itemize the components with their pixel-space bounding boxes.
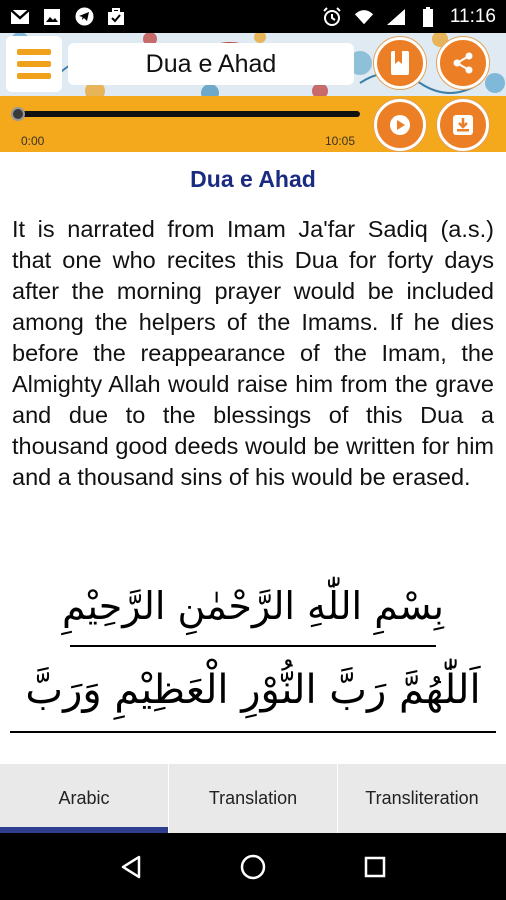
page-title: Dua e Ahad (145, 49, 277, 78)
status-left-icons (10, 8, 126, 26)
download-button[interactable] (437, 99, 489, 151)
seek-bar[interactable] (17, 111, 360, 117)
title-box (68, 43, 354, 85)
status-time: 11:16 (449, 5, 496, 27)
bookmark-button[interactable] (374, 37, 426, 89)
signal-icon (386, 8, 406, 26)
arabic-underline (70, 645, 436, 647)
system-nav-bar (0, 833, 506, 900)
telegram-icon (74, 8, 94, 26)
download-icon (451, 113, 475, 137)
back-button[interactable] (111, 847, 151, 887)
narration-text: It is narrated from Imam Ja'far Sadiq (a.s.) that one who recites this Dua for forty days after the morning prayer would be included among the helpers of the Imams. If he dies before the reappearance of the Imam, the Almighty Allah would raise him from the grave and due to the blessings of this Dua a thousand good deeds would be written for him and a thousand sins of his would be erased. (12, 216, 494, 490)
home-button[interactable] (233, 847, 273, 887)
arabic-line: اَللّٰهُمَّ رَبَّ النُّوْرِ الْعَظِيْمِ وَرَبَّ (25, 667, 481, 713)
image-icon (42, 8, 62, 26)
dua-title: Dua e Ahad (190, 166, 316, 192)
hamburger-icon-line (17, 73, 51, 79)
gmail-icon (10, 8, 30, 26)
home-icon (239, 853, 267, 881)
recents-icon (363, 855, 387, 879)
share-icon (451, 51, 475, 75)
recents-button[interactable] (355, 847, 395, 887)
status-right-icons (322, 6, 496, 28)
tab-translation[interactable]: Translation (169, 764, 338, 833)
dua-content[interactable] (0, 152, 506, 764)
arabic-underline (10, 731, 496, 733)
play-button[interactable] (374, 99, 426, 151)
app-header (0, 33, 506, 96)
play-icon (389, 114, 411, 136)
alarm-icon (322, 8, 342, 26)
tab-arabic[interactable]: Arabic (0, 764, 169, 833)
share-button[interactable] (437, 37, 489, 89)
hamburger-icon-line (17, 61, 51, 67)
back-icon (119, 854, 143, 880)
tab-transliteration[interactable]: Transliteration (338, 764, 506, 833)
briefcase-icon (106, 8, 126, 26)
seek-thumb[interactable] (11, 107, 25, 121)
status-bar (0, 0, 506, 33)
tab-bar (0, 764, 506, 833)
hamburger-icon (17, 49, 51, 55)
current-time: 0:00 (21, 134, 45, 148)
menu-button[interactable] (6, 36, 62, 92)
audio-player (0, 96, 506, 152)
wifi-icon (354, 8, 374, 26)
arabic-line: بِسْمِ اللّٰهِ الرَّحْمٰنِ الرَّحِيْمِ (62, 584, 444, 628)
duration: 10:05 (325, 134, 356, 148)
battery-icon (418, 8, 438, 26)
bookmark-icon (389, 50, 411, 76)
